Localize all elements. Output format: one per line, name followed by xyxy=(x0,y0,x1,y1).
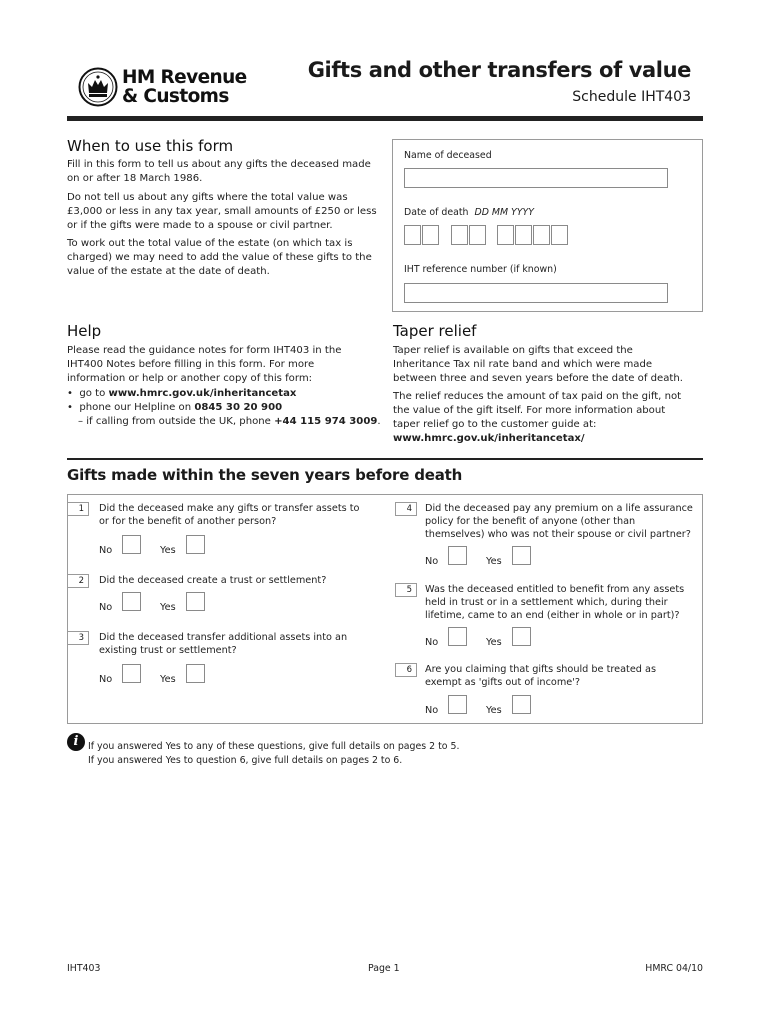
gifts-heading: Gifts made within the seven years before death xyxy=(67,466,463,484)
question-4-yes-label: Yes xyxy=(486,556,502,567)
question-6-number: 6 xyxy=(395,663,417,677)
question-1-no-label: No xyxy=(99,545,113,556)
gifts-questions-box xyxy=(67,494,703,724)
question-6-yes-label: Yes xyxy=(486,705,502,716)
date-format-hint: DD MM YYYY xyxy=(474,207,534,218)
help-website-link[interactable]: www.hmrc.gov.uk/inheritancetax xyxy=(108,388,297,399)
question-1-no-checkbox[interactable] xyxy=(122,535,141,554)
deceased-details-box xyxy=(392,139,703,312)
taper-heading: Taper relief xyxy=(393,322,477,340)
question-5-no-checkbox[interactable] xyxy=(448,627,467,646)
question-3-number: 3 xyxy=(67,631,89,645)
question-2-number: 2 xyxy=(67,574,89,588)
question-4-no-label: No xyxy=(425,556,439,567)
question-2-no-label: No xyxy=(99,602,113,613)
taper-paragraph-1: Taper relief is available on gifts that exceed the Inheritance Tax nil rate band and which were made between three and seven years before the date of death. xyxy=(393,345,683,384)
name-of-deceased-label: Name of deceased xyxy=(404,150,492,161)
section-rule xyxy=(67,458,703,460)
question-3-text: Did the deceased transfer additional assets into an existing trust or settlement? xyxy=(99,632,348,656)
question-5-no-label: No xyxy=(425,637,439,648)
footer-version: HMRC 04/10 xyxy=(645,963,703,974)
question-4-yes-checkbox[interactable] xyxy=(512,546,531,565)
help-bullet-phone-prefix: phone our Helpline on xyxy=(79,402,195,413)
form-title: Gifts and other transfers of value xyxy=(307,58,691,82)
help-bullet-website: • go to www.hmrc.gov.uk/inheritancetax xyxy=(67,388,297,399)
question-1-number: 1 xyxy=(67,502,89,516)
date-day-digit-2[interactable] xyxy=(422,225,439,245)
help-paragraph: Please read the guidance notes for form IHT403 in the IHT400 Notes before filling in this form. For more information or help or another copy of this form: xyxy=(67,345,342,384)
question-5-yes-checkbox[interactable] xyxy=(512,627,531,646)
question-1-yes-label: Yes xyxy=(160,545,176,556)
when-paragraph-2: Do not tell us about any gifts where the total value was £3,000 or less in any tax year, small amounts of £250 or less or if the gifts were made to a spouse or civil partner. xyxy=(67,192,377,231)
help-bullet-website-prefix: go to xyxy=(79,388,109,399)
helpline-number: 0845 30 20 900 xyxy=(194,402,283,413)
when-paragraph-3: To work out the total value of the estate (on which tax is charged) we may need to add the value of these gifts to the value of the estate at the date of death. xyxy=(67,238,372,277)
help-international-prefix: – if calling from outside the UK, phone xyxy=(78,416,275,427)
iht-reference-label: IHT reference number (if known) xyxy=(404,264,557,275)
question-4-text: Did the deceased pay any premium on a life assurance policy for the benefit of anyone (other than themselves) who was not their spouse or civil partner? xyxy=(425,503,693,540)
question-4-no-checkbox[interactable] xyxy=(448,546,467,565)
question-3-yes-label: Yes xyxy=(160,674,176,685)
date-year-digit-1[interactable] xyxy=(497,225,514,245)
question-2-yes-checkbox[interactable] xyxy=(186,592,205,611)
name-of-deceased-field[interactable] xyxy=(404,168,668,188)
question-3-yes-checkbox[interactable] xyxy=(186,664,205,683)
taper-link-text[interactable]: www.hmrc.gov.uk/inheritancetax/ xyxy=(393,433,585,444)
international-number: +44 115 974 3009 xyxy=(274,416,378,427)
org-name-line2: & Customs xyxy=(122,86,229,107)
date-day-digit-1[interactable] xyxy=(404,225,421,245)
header-rule xyxy=(67,116,703,121)
footer-page-number: Page 1 xyxy=(368,963,400,974)
date-year-digit-4[interactable] xyxy=(551,225,568,245)
date-month-digit-2[interactable] xyxy=(469,225,486,245)
crown-crest-icon xyxy=(78,67,118,107)
question-6-yes-checkbox[interactable] xyxy=(512,695,531,714)
question-2-text: Did the deceased create a trust or settlement? xyxy=(99,575,327,586)
question-3-no-checkbox[interactable] xyxy=(122,664,141,683)
hmrc-logo xyxy=(78,67,248,111)
question-5-text: Was the deceased entitled to benefit from any assets held in trust or in a settlement which, during their lifetime, came to an end (either in whole or in part)? xyxy=(425,584,685,621)
form-subtitle: Schedule IHT403 xyxy=(572,89,691,105)
question-2-no-checkbox[interactable] xyxy=(122,592,141,611)
help-international-suffix: . xyxy=(377,416,381,427)
question-4-number: 4 xyxy=(395,502,417,516)
question-3-no-label: No xyxy=(99,674,113,685)
help-bullet-phone: • phone our Helpline on 0845 30 20 900 xyxy=(67,402,283,413)
iht-reference-field[interactable] xyxy=(404,283,668,303)
question-6-no-label: No xyxy=(425,705,439,716)
question-1-text: Did the deceased make any gifts or transfer assets to or for the benefit of another person? xyxy=(99,503,360,527)
info-icon: i xyxy=(67,733,85,751)
help-bullet-international xyxy=(78,415,388,429)
note-line-1: If you answered Yes to any of these questions, give full details on pages 2 to 5. xyxy=(88,741,460,752)
question-5-number: 5 xyxy=(395,583,417,597)
date-year-digit-3[interactable] xyxy=(533,225,550,245)
help-heading: Help xyxy=(67,322,102,340)
note-line-2: If you answered Yes to question 6, give full details on pages 2 to 6. xyxy=(88,755,403,766)
taper-paragraph-2: The relief reduces the amount of tax paid on the gift, not the value of the gift itself. For more information about taper relief go to the customer guide at: xyxy=(393,391,682,430)
question-6-text: Are you claiming that gifts should be treated as exempt as 'gifts out of income'? xyxy=(425,664,657,688)
when-heading: When to use this form xyxy=(67,137,234,155)
date-of-death-label xyxy=(404,207,534,218)
question-1-yes-checkbox[interactable] xyxy=(186,535,205,554)
footer-form-code: IHT403 xyxy=(67,963,101,974)
when-paragraph-1: Fill in this form to tell us about any gifts the deceased made on or after 18 March 1986. xyxy=(67,159,371,184)
question-6-no-checkbox[interactable] xyxy=(448,695,467,714)
question-5-yes-label: Yes xyxy=(486,637,502,648)
date-of-death-label-text: Date of death xyxy=(404,207,469,218)
date-month-digit-1[interactable] xyxy=(451,225,468,245)
taper-link[interactable] xyxy=(393,432,693,446)
date-of-death-field xyxy=(404,225,574,245)
question-2-yes-label: Yes xyxy=(160,602,176,613)
date-year-digit-2[interactable] xyxy=(515,225,532,245)
org-name-line1: HM Revenue xyxy=(122,67,247,88)
